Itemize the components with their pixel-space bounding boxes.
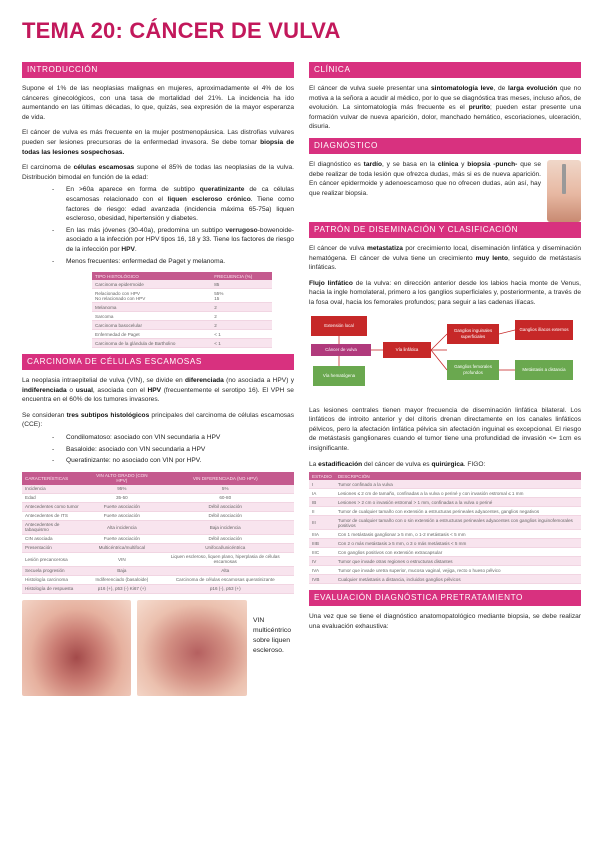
photo-caption: VIN multicéntrico sobre liquen escleroso.	[252, 616, 292, 654]
flow-node-linfatica: Vía linfática	[383, 342, 431, 358]
table-cell: Con ganglios positivos con extensión extracapsular	[335, 548, 581, 557]
table-cell: Baja	[87, 566, 156, 575]
table-row	[22, 575, 294, 584]
table-cell: Tumor que invade otras regiones o estructuras distantes	[335, 557, 581, 566]
vin-image-row	[22, 600, 294, 696]
table-row	[92, 312, 272, 321]
table-cell: Liquen escleroso, liquen plano, hiperplasia de células escamosas	[157, 552, 295, 566]
table-row	[309, 498, 581, 507]
table-cell: 2	[211, 312, 272, 321]
table-cell: Melanoma	[92, 303, 211, 312]
table-header-row	[309, 472, 581, 480]
list-item: - En las más jóvenes (30-40a), predomina un subtipo verrugoso-bowenoide- asociado a la infección por HPV tipos 16, 18 y 33. Tiene los factores de riesgo de la infección por HPV.	[22, 226, 294, 255]
intro-bullet-list	[22, 185, 294, 266]
table-row	[22, 502, 294, 511]
table-cell: Con 2 o más metástasis ≥ 5 mm, o 3 o más metástasis < 5 mm	[335, 539, 581, 548]
table-cell: Indiferenciado (basaloide)	[87, 575, 156, 584]
table-row	[22, 493, 294, 502]
section-heading-carcinoma: CARCINOMA DE CÉLULAS ESCAMOSAS	[22, 354, 294, 370]
table-cell: VIN	[87, 552, 156, 566]
table-cell: Antecedentes de tabaquismo	[22, 520, 87, 534]
table-cell: Tumor que invade uretra superior, mucosa vaginal, vejiga, recto o hueso pélvico	[335, 566, 581, 575]
clinical-photo-1	[22, 600, 131, 696]
table-cell: Tumor de cualquier tamaño con extensión a estructuras perineales adyacentes, ganglios negativos	[335, 507, 581, 516]
cce-paragraph-1: La neoplasia intraepitelial de vulva (VIN), se divide en diferenciada (no asociada a HPV) y indiferenciada o usual, asociada con el HPV (frecuentemente el serotipo 16). El VPH se encuentra en el 60% de los tumores invasores.	[22, 377, 294, 404]
table-cell: Fuerte asociación	[87, 502, 156, 511]
column-header: ESTADIO	[309, 472, 335, 480]
table-cell: Con 1 metástasis ganglionar ≥ 5 mm, o 1-2 metástasis < 5 mm	[335, 530, 581, 539]
table-cell: Histología de respuesta	[22, 584, 87, 593]
table-cell: Carcinoma de la glándula de Bartholino	[92, 339, 211, 348]
diagnostico-block	[309, 160, 581, 222]
table-cell: Lesión precancerosa	[22, 552, 87, 566]
table-cell: 55% 15	[211, 289, 272, 303]
column-header: DESCRIPCIÓN	[335, 472, 581, 480]
table-row	[309, 566, 581, 575]
table-cell: Sarcoma	[92, 312, 211, 321]
list-item: - Basaloide: asociado con VIN secundaria a HPV	[22, 445, 294, 455]
flow-node-femorales: Ganglios femorales profundos	[447, 360, 499, 380]
patron-paragraph-2: Flujo linfático de la vulva: en dirección anterior desde los labios hacia monte de Venus, hacia la ingle homolateral, primero a los ganglios superficiales y, posteriormente, a través de la fosa oval, hacia los femorales profundos; para seguir a las cadenas ilíacas.	[309, 279, 582, 306]
table-cell: Incidencia	[22, 485, 87, 494]
list-item: - Condilomatoso: asociado con VIN secundaria a HPV	[22, 433, 294, 443]
table-cell: IB	[309, 498, 335, 507]
clinical-photo-2	[137, 600, 246, 696]
figo-staging-table	[309, 472, 581, 584]
table-row	[309, 575, 581, 584]
table-cell: p16 (+), p53 (-) Ki67 (+)	[87, 584, 156, 593]
table-cell: Fuerte asociación	[87, 534, 156, 543]
table-cell: Débil asociación	[157, 502, 295, 511]
table-cell: IIIB	[309, 539, 335, 548]
intro-paragraph-1: Supone el 1% de las neoplasias malignas en mujeres, aproximadamente el 4% de los cánceres ginecológicos, con una tasa de mortalidad del 21%. La incidencia ha ido aumentando en las últimas décadas, lo que, quizás, sea expresión de la mayor esperanza de vida.	[22, 85, 294, 121]
column-header: CARACTERÍSTICAS	[22, 472, 87, 485]
table-cell: I	[309, 480, 335, 489]
column-header: VIN DIFERENCIADA (NO HPV)	[157, 472, 295, 485]
diagnostico-paragraph: El diagnóstico es tardío, y se basa en la clínica y biopsia -punch- que se debe realizar de toda lesión que ofrezca dudas, más si es de nueva aparición. En cáncer epidermoide y adenoescamoso que no ofrecen dudas, aún así, hay que realizar biopsia.	[309, 160, 541, 197]
table-cell: Débil asociación	[157, 511, 295, 520]
table-row	[92, 303, 272, 312]
flow-node-inguinales: Ganglios inguinales superficiales	[447, 324, 499, 344]
list-item: - Menos frecuentes: enfermedad de Paget y melanoma.	[22, 257, 294, 267]
table-row	[309, 480, 581, 489]
table-row	[22, 543, 294, 552]
vin-comparison-table	[22, 472, 294, 594]
table-cell: IIIA	[309, 530, 335, 539]
evaluacion-paragraph: Una vez que se tiene el diagnóstico anatomopatológico mediante biopsia, se debe realizar una evaluación exhaustiva:	[309, 613, 581, 630]
table-row	[92, 280, 272, 289]
table-row	[22, 566, 294, 575]
flow-node-local: Extensión local	[311, 316, 367, 336]
table-cell: Multicéntrica/multifocal	[87, 543, 156, 552]
cce-paragraph-2: Se consideran tres subtipos histológicos principales del carcinoma de células escamosas (CCE):	[22, 411, 294, 429]
table-row	[309, 557, 581, 566]
table-cell: 2	[211, 303, 272, 312]
table-cell: Alta incidencia	[87, 520, 156, 534]
patron-paragraph-4: La estadificación del cáncer de vulva es quirúrgica. FIGO:	[309, 460, 486, 468]
table-cell: Lesiones ≤ 2 cm de tamaño, confinadas a la vulva o periné y con invasión estromal ≤ 1 mm	[335, 489, 581, 498]
flow-node-root: Cáncer de vulva	[311, 344, 371, 356]
table-cell: IIIC	[309, 548, 335, 557]
table-cell: Tumor de cualquier tamaño con o sin extensión a estructuras perineales adyacentes con ganglios inguinofemorales positivos	[335, 516, 581, 530]
table-cell: II	[309, 507, 335, 516]
section-heading-introduccion: INTRODUCCIÓN	[22, 62, 294, 78]
table-cell: IA	[309, 489, 335, 498]
table-row	[92, 330, 272, 339]
right-column	[309, 62, 581, 637]
patron-paragraph-1: El cáncer de vulva metastatiza por crecimiento local, diseminación linfática y diseminación hematógena. El cáncer de vulva tiene un crecimiento muy lento, seguido de metástasis linfáticas.	[309, 244, 581, 272]
table-row	[22, 485, 294, 494]
table-row	[22, 520, 294, 534]
table-cell: IVB	[309, 575, 335, 584]
table-cell: Unifocal/unicéntrica	[157, 543, 295, 552]
clinica-paragraph: El cáncer de vulva suele presentar una sintomatología leve, de larga evolución que no motiva a la señora a acudir al médico, por lo que se diagnóstica tras meses, incluso años, de evolución. La sintomatología más frecuente es el prurito; pueden estar presente una formación vulvar de nueva aparición, dolor, manchado hemático, escoriaciones, ulceración, disuria.	[309, 85, 582, 131]
table-cell: 2	[211, 321, 272, 330]
table-cell: Enfermedad de Paget	[92, 330, 211, 339]
table-cell: Fuerte asociación	[87, 511, 156, 520]
table-cell: p16 (-), p53 (+)	[157, 584, 295, 593]
table-cell: Presentación	[22, 543, 87, 552]
table-cell: Lesiones > 2 cm o invasión estromal > 1 mm, confinadas a la vulva o periné	[335, 498, 581, 507]
table-row	[92, 289, 272, 303]
table-row	[92, 321, 272, 330]
table-row	[92, 339, 272, 348]
table-cell: IVA	[309, 566, 335, 575]
table-cell: Tumor confinado a la vulva	[335, 480, 581, 489]
left-column	[22, 62, 294, 696]
table-cell: < 1	[211, 330, 272, 339]
table-row	[309, 530, 581, 539]
table-cell: III	[309, 516, 335, 530]
histology-frequency-table	[92, 272, 272, 348]
table-header-row	[92, 272, 272, 280]
table-cell: Carcinoma de células escamosas queratinizante	[157, 575, 295, 584]
table-cell: Histología carcinoma	[22, 575, 87, 584]
table-cell: Secuela progresión	[22, 566, 87, 575]
table-cell: Cualquier metástasis a distancia, incluidos ganglios pélvicos	[335, 575, 581, 584]
table-cell: 5%	[157, 485, 295, 494]
table-cell: Antecedentes de ITS	[22, 511, 87, 520]
list-item: - En >60a aparece en forma de subtipo queratinizante de ca células escamosas relacionado con el liquen escleroso crónico. Tiene como factores de riesgo: edad avanzada (incidencia máxima 65-75a) liquen escleroso, obesidad, hipertensión y diabetes.	[22, 185, 294, 223]
table-cell: 85	[211, 280, 272, 289]
section-heading-clinica: CLÍNICA	[309, 62, 581, 78]
table-row	[309, 539, 581, 548]
section-heading-diagnostico: DIAGNÓSTICO	[309, 138, 581, 154]
table-cell: 60-80	[157, 493, 295, 502]
table-row	[22, 511, 294, 520]
list-item: - Queratinizante: no asociado con VIN por HPV.	[22, 456, 294, 466]
table-cell: Débil asociación	[157, 534, 295, 543]
table-cell: Relacionado con HPV No relacionado con HPV	[92, 289, 211, 303]
table-row	[309, 507, 581, 516]
column-header: TIPO HISTOLÓGICO	[92, 272, 211, 280]
page-title: TEMA 20: CÁNCER DE VULVA	[22, 18, 341, 43]
column-header: VIN ALTO GRADO (CON HPV)	[87, 472, 156, 485]
table-row	[22, 584, 294, 593]
intro-paragraph-3: El carcinoma de células escamosas supone el 85% de todas las neoplasias de la vulva. Distribución bimodal en función de la edad:	[22, 164, 294, 181]
column-header: FRECUENCIA (%)	[211, 272, 272, 280]
biopsy-punch-image	[547, 160, 581, 222]
section-heading-patron: PATRÓN DE DISEMINACIÓN Y CLASIFICACIÓN	[309, 222, 581, 238]
table-cell: IV	[309, 557, 335, 566]
table-cell: Alta	[157, 566, 295, 575]
section-heading-evaluacion: EVALUACIÓN DIAGNÓSTICA PRETRATAMIENTO	[309, 590, 581, 606]
flow-node-hematogena: Vía hematógena	[313, 366, 365, 386]
table-cell: Carcinoma basocelular	[92, 321, 211, 330]
cce-subtype-list	[22, 433, 294, 466]
table-cell: Baja incidencia	[157, 520, 295, 534]
table-cell: Carcinoma epidermoide	[92, 280, 211, 289]
table-row	[22, 552, 294, 566]
flow-node-distancia: Metástasis a distancia	[515, 360, 573, 380]
table-row	[309, 548, 581, 557]
dissemination-flowchart	[309, 314, 581, 400]
flow-node-iliacos: Ganglios ilíacos externos	[515, 320, 573, 340]
table-cell: Antecedentes como tumor	[22, 502, 87, 511]
table-cell: Edad	[22, 493, 87, 502]
table-cell: CIN asociada	[22, 534, 87, 543]
table-cell: 95%	[87, 485, 156, 494]
table-row	[309, 516, 581, 530]
table-row	[22, 534, 294, 543]
table-cell: < 1	[211, 339, 272, 348]
table-header-row	[22, 472, 294, 485]
table-cell: 35-50	[87, 493, 156, 502]
intro-paragraph-2: El cáncer de vulva es más frecuente en la mujer postmenopáusica. Las distrofias vulvares pueden ser lesiones precursoras de la enfermedad invasora. Se debe tomar biopsia de todas las lesiones sospechosas.	[22, 129, 295, 156]
patron-paragraph-3: Las lesiones centrales tienen mayor frecuencia de diseminación linfática bilateral. Los linfáticos de introito anterior y del clítoris drenan directamente en los canales linfáticos pélvicos, pero la afectación linfática pélvica sin afectación inguinal es excepcional. El riesgo de metástasis ganglionares cuando el tumor tiene una profundidad de invasión <= 1cm es insignificante.	[309, 406, 581, 452]
table-row	[309, 489, 581, 498]
